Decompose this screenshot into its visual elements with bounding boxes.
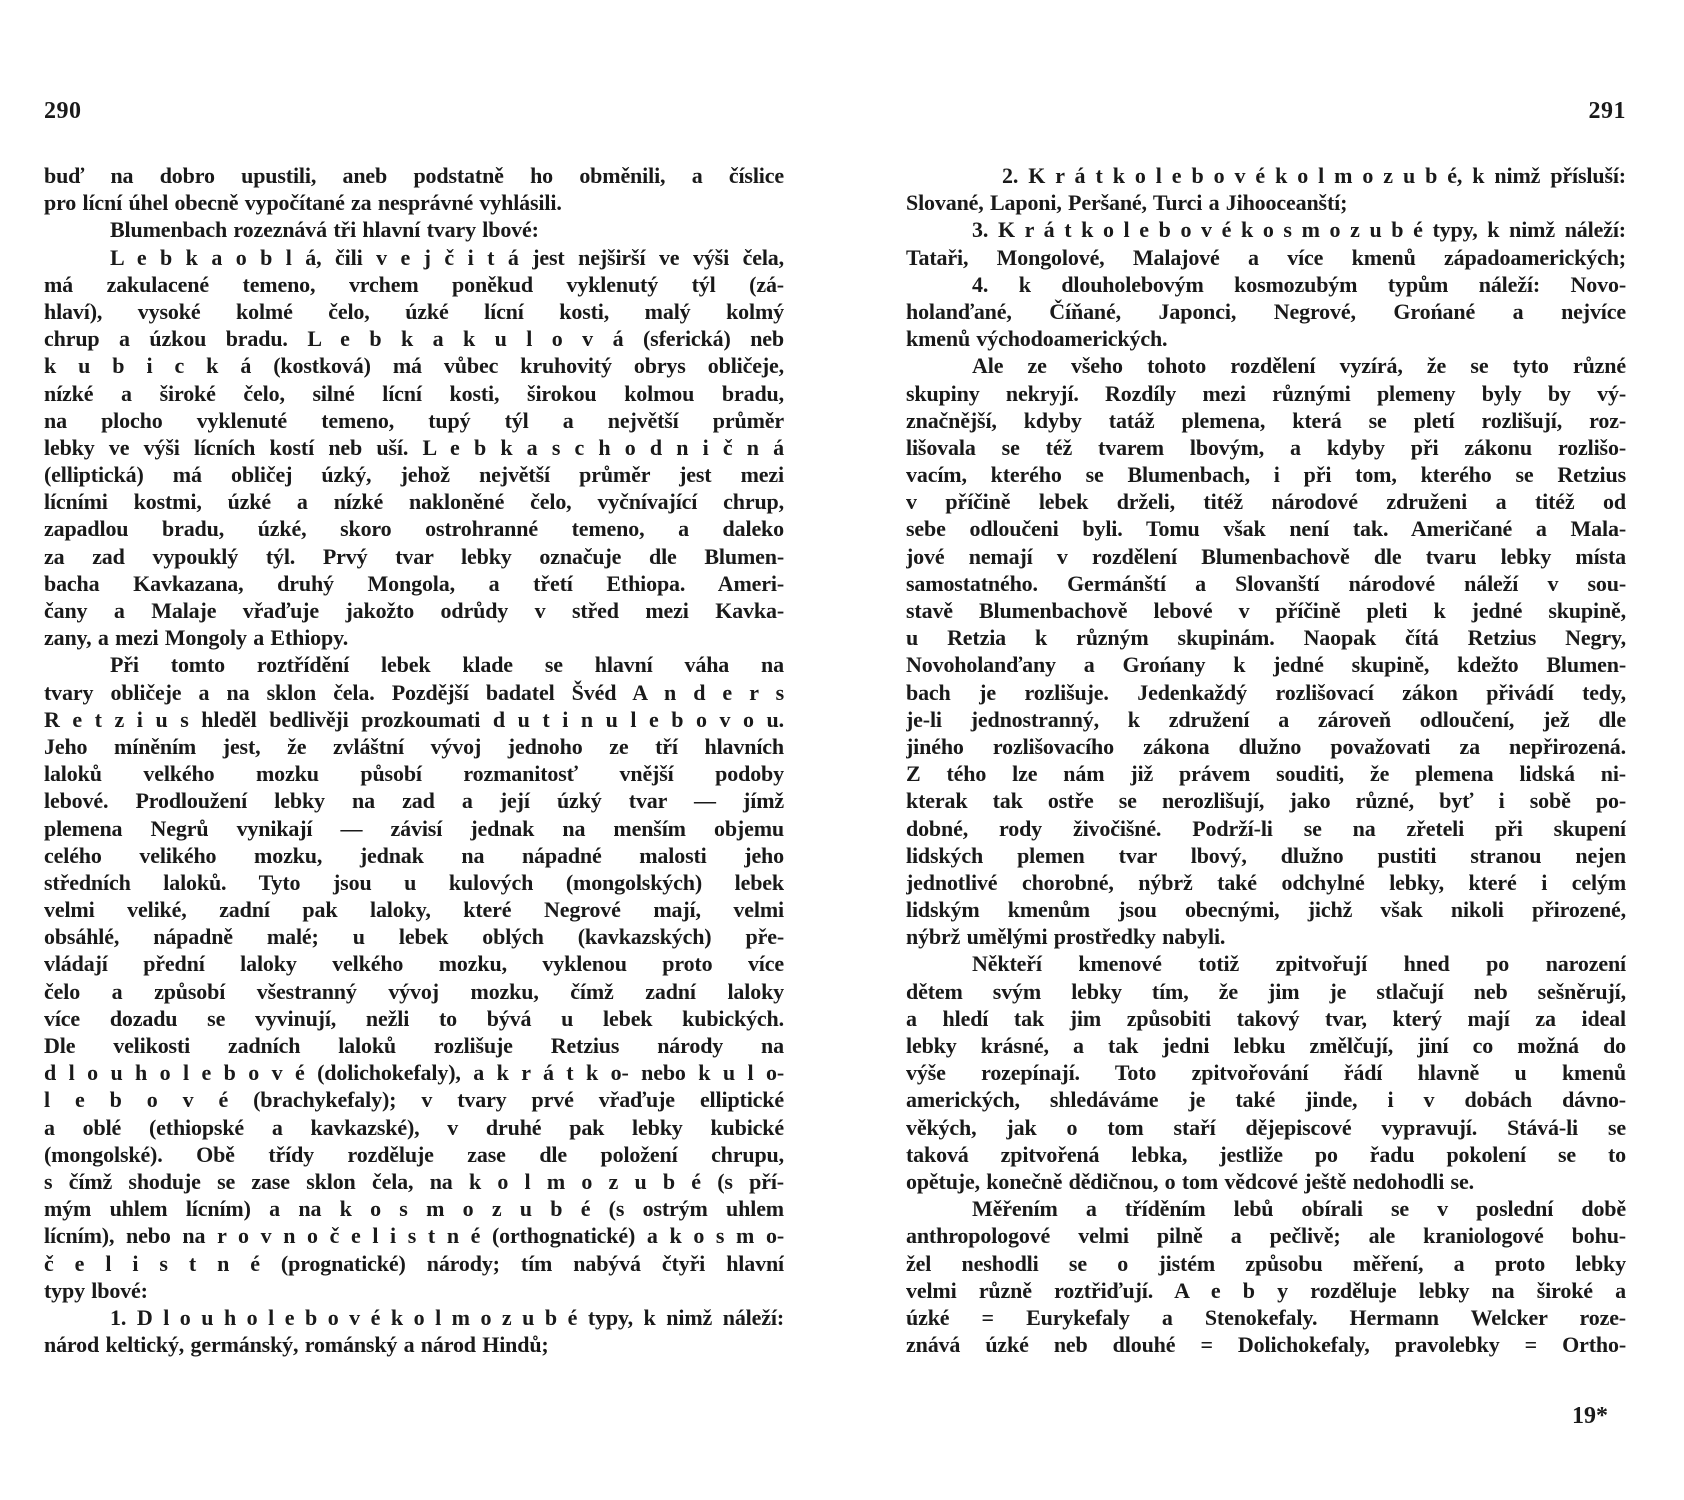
- text-line: Blumenbach rozeznává tři hlavní tvary lbové:: [110, 217, 539, 243]
- text-line: k u b i c k á (kostková) má vůbec kruhovitý obrys obličeje,: [44, 353, 784, 379]
- text-line: velmi veliké, zadní pak laloky, které Negrové mají, velmi: [44, 897, 784, 923]
- page-number: 290: [44, 98, 82, 124]
- text-line: L e b k a o b l á, čili v e j č i t á jest nejširší ve výši čela,: [110, 244, 784, 270]
- text-line: zany, a mezi Mongoly a Ethiopy.: [44, 625, 349, 651]
- text-line: dětem svým lebky tím, že jim je stlačují neb sešněrují,: [906, 978, 1626, 1004]
- text-line: d l o u h o l e b o v é (dolichokefaly), a k r á t k o- nebo k u l o-: [44, 1060, 784, 1086]
- text-line: dobné, rody živočišné. Podrží-li se na zřeteli při skupení: [906, 815, 1626, 841]
- text-line: Dle velikosti zadních laloků rozlišuje Retzius národy na: [44, 1033, 784, 1058]
- text-line: jiného rozlišovacího zákona dlužno považovati za nepřirozená.: [906, 733, 1626, 759]
- text-line: lebky ve výši lícních kostí neb uší. L e b k a s c h o d n i č n á: [44, 434, 784, 460]
- text-line: sebe odloučeni byli. Tomu však není tak. Američané a Mala-: [906, 516, 1626, 542]
- right-page: [906, 0, 1626, 1500]
- text-line: má zakulacené temeno, vrchem poněkud vyklenutý týl (zá-: [44, 271, 784, 297]
- text-line: lícními kostmi, úzké a nízké nakloněné čelo, vyčnívající chrup,: [44, 489, 784, 515]
- text-line: a oblé (ethiopské a kavkazské), v druhé pak lebky kubické: [44, 1114, 784, 1140]
- text-line: na plocho vyklenuté temeno, tupý týl a největší průměr: [44, 407, 784, 433]
- text-line: značnější, kdyby tatáž plemena, která se pletí rozlišují, roz-: [906, 407, 1626, 433]
- text-line: lišovala se též tvarem lbovým, a kdyby při zákonu rozlišo-: [906, 434, 1626, 460]
- text-line: tvary obličeje a na sklon čela. Pozdější badatel Švéd A n d e r s: [44, 679, 784, 705]
- text-line: amerických, shledáváme je také jinde, i v dobách dávno-: [906, 1087, 1626, 1113]
- signature-mark: 19*: [1572, 1403, 1608, 1429]
- text-line: Při tomto roztřídění lebek klade se hlavní váha na: [110, 652, 784, 678]
- left-page: [44, 0, 784, 1500]
- text-line: kterak tak ostře se nerozlišují, jako různé, byť i sobě po-: [906, 788, 1626, 814]
- text-line: mým uhlem lícním) a na k o s m o z u b é (s ostrým uhlem: [44, 1196, 784, 1222]
- text-line: anthropologové velmi pilně a pečlivě; ale kraniologové bohu-: [906, 1223, 1626, 1249]
- text-line: hlaví), vysoké kolmé čelo, úzké lícní kosti, malý kolmý: [44, 298, 784, 324]
- text-line: stavě Blumenbachově lebové v příčině pleti k jedné skupině,: [906, 598, 1626, 623]
- text-line: kmenů východoamerických.: [906, 326, 1168, 352]
- text-line: velmi různě roztřiďují. A e b y rozděluje lebky na široké a: [906, 1277, 1626, 1303]
- text-line: lebové. Prodloužení lebky na zad a její úzký tvar — jímž: [44, 788, 784, 814]
- text-line: věkých, jak o tom staří dějepiscové vypravují. Stává-li se: [906, 1114, 1626, 1140]
- text-line: opětuje, konečně dědičnou, o tom vědcové ještě nedohodli se.: [906, 1168, 1474, 1194]
- text-line: č e l i s t n é (prognatické) národy; tím nabývá čtyři hlavní: [44, 1250, 784, 1276]
- text-line: bach je rozlišuje. Jedenkaždý rozlišovací zákon přivádí tedy,: [906, 679, 1626, 705]
- text-line: Slované, Laponi, Peršané, Turci a Jihooceanští;: [906, 190, 1348, 216]
- text-line: typy lbové:: [44, 1277, 148, 1303]
- text-line: čelo a způsobí všestranný vývoj mozku, čímž zadní laloky: [44, 978, 784, 1004]
- text-line: Měřením a tříděním lebů obírali se v poslední době: [972, 1196, 1626, 1222]
- text-line: 1. D l o u h o l e b o v é k o l m o z u b é typy, k nimž náleží:: [110, 1304, 784, 1330]
- text-line: v příčině lebek drželi, titéž národové združeni a titéž od: [906, 489, 1626, 515]
- text-line: a hledí tak jim způsobiti takový tvar, který mají za ideal: [906, 1005, 1626, 1031]
- text-line: skupiny nekryjí. Rozdíly mezi různými plemeny byly by vý-: [906, 380, 1626, 406]
- page-body: [44, 162, 784, 1358]
- text-line: plemena Negrů vynikají — závisí jednak na menším objemu: [44, 815, 784, 841]
- text-line: znává úzké neb dlouhé = Dolichokefaly, pravolebky = Ortho-: [906, 1332, 1626, 1358]
- text-line: čany a Malaje vřaďuje jakožto odrůdy v střed mezi Kavka-: [44, 598, 784, 623]
- text-line: taková zpitvořená lebka, jestliže po řadu pokolení se to: [906, 1141, 1626, 1167]
- text-line: holanďané, Číňané, Japonci, Negrové, Grońané a nejvíce: [906, 298, 1626, 324]
- text-line: středních laloků. Tyto jsou u kulových (mongolských) lebek: [44, 869, 784, 895]
- text-line: 3. K r á t k o l e b o v é k o s m o z u b é typy, k nimž náleží:: [972, 217, 1626, 243]
- text-line: zapadlou bradu, úzké, skoro ostrohranné temeno, a daleko: [44, 516, 784, 542]
- text-line: vacím, kterého se Blumenbach, i při tom, kterého se Retzius: [906, 462, 1626, 488]
- text-line: Někteří kmenové totiž zpitvořují hned po narození: [972, 951, 1626, 977]
- text-line: nýbrž umělými prostředky nabyli.: [906, 924, 1226, 950]
- text-line: (elliptická) má obličej úzký, jehož největší průměr jest mezi: [44, 462, 784, 488]
- text-line: výše rozepínají. Toto zpitvořování řádí hlavně u kmenů: [906, 1060, 1626, 1086]
- text-line: Novoholanďany a Grońany k jedné skupině, kdežto Blumen-: [906, 652, 1626, 678]
- text-line: Tataři, Mongolové, Malajové a více kmenů západoamerických;: [906, 244, 1626, 270]
- text-line: jové nemají v rozdělení Blumenbachově dle tvaru lebky místa: [906, 543, 1626, 569]
- text-line: je-li jednostranný, k združení a zároveň odloučení, jež dle: [906, 706, 1626, 732]
- text-line: vládají přední laloky velkého mozku, vyklenou proto více: [44, 951, 784, 977]
- text-line: (mongolské). Obě třídy rozděluje zase dle položení chrupu,: [44, 1141, 784, 1167]
- text-line: jednotlivé chorobné, nýbrž také odchylné lebky, které i celým: [906, 869, 1626, 895]
- text-line: laloků velkého mozku působí rozmanitosť vnější podoby: [44, 761, 784, 787]
- text-line: Jeho míněním jest, že zvláštní vývoj jednoho ze tří hlavních: [44, 733, 784, 759]
- text-line: lebky krásné, a tak jedni lebku změlčují, jiní co možná do: [906, 1033, 1626, 1058]
- text-line: více dozadu se vyvinují, nežli to bývá u lebek kubických.: [44, 1005, 784, 1031]
- text-line: u Retzia k různým skupinám. Naopak čítá Retzius Negry,: [906, 625, 1626, 651]
- text-line: žel neshodli se o jistém způsobu měření, a proto lebky: [906, 1250, 1626, 1276]
- text-line: nízké a široké čelo, silné lícní kosti, širokou kolmou bradu,: [44, 380, 784, 406]
- text-line: samostatného. Germánští a Slovanští národové náleží v sou-: [906, 570, 1626, 596]
- text-line: národ keltický, germánský, románský a národ Hindů;: [44, 1332, 549, 1358]
- text-line: lícním), nebo na r o v n o č e l i s t n é (orthognatické) a k o s m o-: [44, 1223, 784, 1249]
- text-line: lidských plemen tvar lbový, dlužno pustiti stranou nejen: [906, 842, 1626, 868]
- page-number: 291: [1588, 98, 1626, 124]
- text-line: úzké = Eurykefaly a Stenokefaly. Hermann Welcker roze-: [906, 1304, 1626, 1330]
- text-line: Z tého lze nám již právem souditi, že plemena lidská ni-: [906, 761, 1626, 787]
- text-line: chrup a úzkou bradu. L e b k a k u l o v á (sferická) neb: [44, 326, 784, 352]
- text-line: bacha Kavkazana, druhý Mongola, a třetí Ethiopa. Ameri-: [44, 570, 784, 596]
- text-line: 2. K r á t k o l e b o v é k o l m o z u b é, k nimž přísluší:: [1002, 163, 1626, 188]
- text-line: l e b o v é (brachykefaly); v tvary prvé vřaďuje elliptické: [44, 1087, 784, 1113]
- text-line: za zad vypouklý týl. Prvý tvar lebky označuje dle Blumen-: [44, 543, 784, 569]
- text-line: R e t z i u s hleděl bedlivěji prozkoumati d u t i n u l e b o v o u.: [44, 706, 784, 732]
- text-line: obsáhlé, nápadně malé; u lebek oblých (kavkazských) pře-: [44, 924, 784, 950]
- text-line: s čímž shoduje se zase sklon čela, na k o l m o z u b é (s pří-: [44, 1168, 784, 1194]
- text-line: lidským kmenům jsou obecnými, jichž však nikoli přirozené,: [906, 897, 1626, 923]
- text-line: celého velikého mozku, jednak na nápadné malosti jeho: [44, 842, 784, 868]
- text-line: pro lícní úhel obecně vypočítané za nesprávné vyhlásili.: [44, 190, 562, 216]
- text-line: 4. k dlouholebovým kosmozubým typům náleží: Novo-: [972, 271, 1626, 297]
- page-body: [906, 162, 1626, 1358]
- text-line: Ale ze všeho tohoto rozdělení vyzírá, že se tyto různé: [972, 353, 1626, 379]
- text-line: buď na dobro upustili, aneb podstatně ho obměnili, a číslice: [44, 163, 784, 188]
